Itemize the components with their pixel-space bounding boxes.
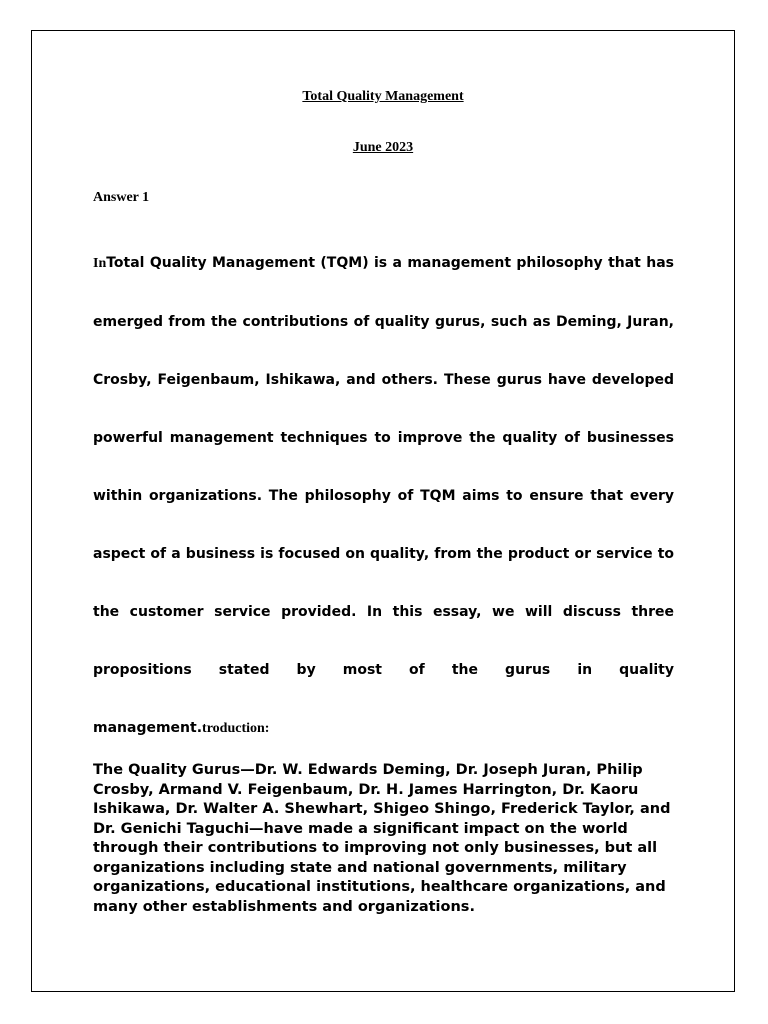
answer-heading: Answer 1 bbox=[93, 190, 150, 205]
intro-prefix: In bbox=[93, 256, 107, 271]
intro-body: Total Quality Management (TQM) is a management philosophy that has emerged from the contributions of quality gurus, such as Deming, Juran, Crosby, Feigenbaum, Ishikawa, and others. These gurus have developed powerful management techniques to improve the quality of businesses within organizations. The philosophy of TQM aims to ensure that every aspect of a business is focused on quality, from the product or service to the customer service provided. In this essay, we will discuss three propositions stated by most of the gurus in quality management. bbox=[93, 255, 674, 736]
intro-paragraph bbox=[93, 234, 674, 758]
gurus-paragraph: The Quality Gurus—Dr. W. Edwards Deming, Dr. Joseph Juran, Philip Crosby, Armand V. Feigenbaum, Dr. H. James Harrington, Dr. Kaoru Ishikawa, Dr. Walter A. Shewhart, Shigeo Shingo, Frederick Taylor, and Dr. Genichi Taguchi—have made a significant impact on the world through their contributions to improving not only businesses, but all organizations including state and national governments, military organizations, educational institutions, healthcare organizations, and many other establishments and organizations. bbox=[93, 762, 671, 915]
intro-suffix: troduction: bbox=[202, 721, 270, 736]
document-date: June 2023 bbox=[352, 140, 414, 155]
document-page bbox=[31, 30, 735, 992]
document-title: Total Quality Management bbox=[302, 89, 464, 104]
